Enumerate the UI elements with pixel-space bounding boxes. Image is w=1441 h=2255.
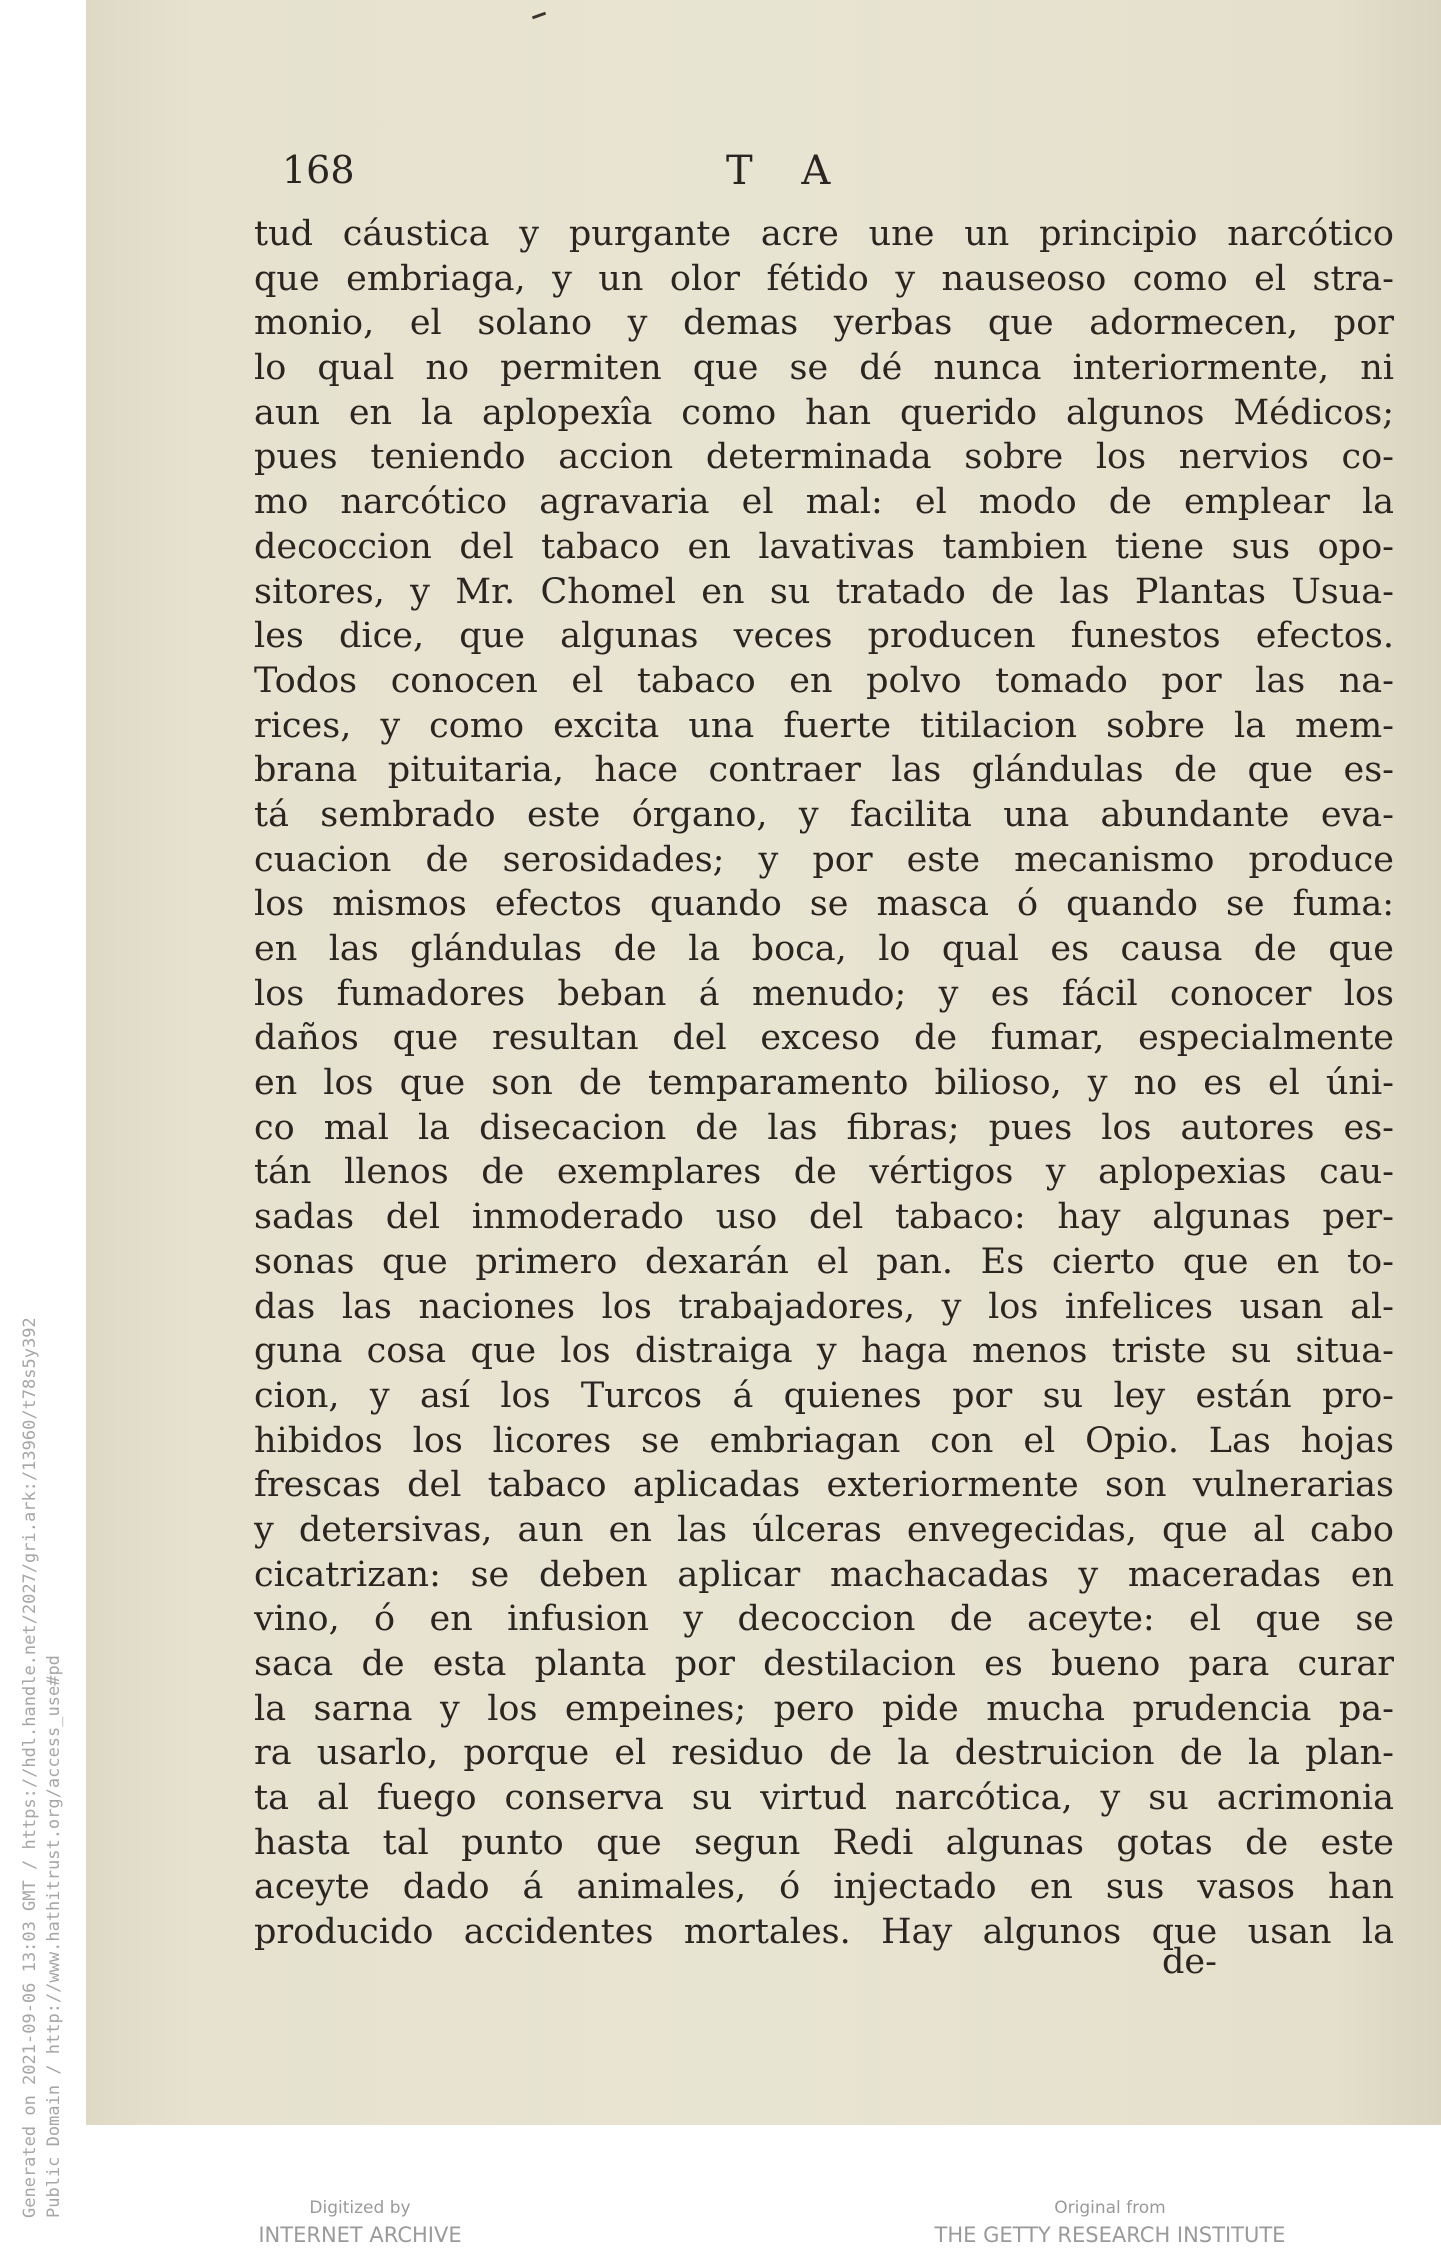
text-line: vino, ó en infusion y decoccion de aceyte: el que se xyxy=(254,1599,1394,1640)
text-line: cuacion de serosidades; y por este mecanismo produce xyxy=(254,839,1394,880)
digitized-by-credit xyxy=(220,2196,500,2250)
text-line: ta al fuego conserva su virtud narcótica, y su acrimonia xyxy=(254,1778,1394,1819)
running-head xyxy=(86,148,1441,198)
text-line: sonas que primero dexarán el pan. Es cierto que en to- xyxy=(254,1241,1394,1282)
text-line: que embriaga, y un olor fétido y nauseoso como el stra- xyxy=(254,258,1394,299)
text-line: y detersivas, aun en las úlceras envegecidas, que al cabo xyxy=(254,1509,1394,1550)
watermark-line: Generated on 2021-09-06 13:03 GMT / https://hdl.handle.net/2027/gri.ark:/13960/t78s5y392 xyxy=(20,1317,40,2218)
page-number: 168 xyxy=(282,148,355,192)
text-line: rices, y como excita una fuerte titilacion sobre la mem- xyxy=(254,705,1394,746)
text-line: guna cosa que los distraiga y haga menos triste su situa- xyxy=(254,1331,1394,1372)
text-line: cicatrizan: se deben aplicar machacadas y maceradas en xyxy=(254,1554,1394,1595)
text-line: tá sembrado este órgano, y facilita una abundante eva- xyxy=(254,794,1394,835)
text-line: das las naciones los trabajadores, y los infelices usan al- xyxy=(254,1286,1394,1327)
text-line: frescas del tabaco aplicadas exteriormente son vulnerarias xyxy=(254,1465,1394,1506)
internet-archive-name: INTERNET ARCHIVE xyxy=(258,2223,462,2247)
original-from-credit xyxy=(860,2196,1360,2250)
text-line: cion, y así los Turcos á quienes por su ley están pro- xyxy=(254,1375,1394,1416)
text-line: los mismos efectos quando se masca ó quando se fuma: xyxy=(254,884,1394,925)
text-line: daños que resultan del exceso de fumar, especialmente xyxy=(254,1018,1394,1059)
text-line: producido accidentes mortales. Hay algunos que usan la xyxy=(254,1912,1394,1953)
text-line: sadas del inmoderado uso del tabaco: hay algunas per- xyxy=(254,1197,1394,1238)
text-line: hasta tal punto que segun Redi algunas gotas de este xyxy=(254,1822,1394,1863)
catchword: de- xyxy=(1162,1942,1217,1982)
getty-institute-name: THE GETTY RESEARCH INSTITUTE xyxy=(934,2223,1286,2247)
text-line: monio, el solano y demas yerbas que adormecen, por xyxy=(254,303,1394,344)
text-line: tud cáustica y purgante acre une un principio narcótico xyxy=(254,214,1394,254)
digitized-by-label: Digitized by xyxy=(309,2198,411,2218)
text-line: aceyte dado á animales, ó injectado en sus vasos han xyxy=(254,1867,1394,1908)
text-line: Todos conocen el tabaco en polvo tomado por las na- xyxy=(254,660,1394,701)
text-line: aun en la aplopexîa como han querido algunos Médicos; xyxy=(254,392,1394,433)
footer xyxy=(0,2196,1441,2255)
text-line: pues teniendo accion determinada sobre los nervios co- xyxy=(254,437,1394,478)
generation-watermark xyxy=(18,1317,66,2218)
text-line: los fumadores beban á menudo; y es fácil conocer los xyxy=(254,973,1394,1014)
text-line: ra usarlo, porque el residuo de la destruicion de la plan- xyxy=(254,1733,1394,1774)
text-line: en las glándulas de la boca, lo qual es causa de que xyxy=(254,929,1394,969)
text-line: les dice, que algunas veces producen funestos efectos. xyxy=(254,616,1394,657)
text-line: decoccion del tabaco en lavativas tambien tiene sus opo- xyxy=(254,526,1394,567)
text-line: brana pituitaria, hace contraer las glándulas de que es- xyxy=(254,750,1394,791)
text-line: en los que son de temparamento bilioso, y no es el úni- xyxy=(254,1063,1394,1104)
text-line: hibidos los licores se embriagan con el Opio. Las hojas xyxy=(254,1420,1394,1461)
text-line: lo qual no permiten que se dé nunca interiormente, ni xyxy=(254,348,1394,389)
original-from-label: Original from xyxy=(1054,2198,1166,2218)
text-line: mo narcótico agravaria el mal: el modo de emplear la xyxy=(254,482,1394,523)
text-line: tán llenos de exemplares de vértigos y aplopexias cau- xyxy=(254,1152,1394,1193)
watermark-line: Public Domain / http://www.hathitrust.org/access_use#pd xyxy=(44,1655,64,2218)
text-line: sitores, y Mr. Chomel en su tratado de las Plantas Usua- xyxy=(254,571,1394,612)
running-title: T A xyxy=(726,148,849,194)
scanned-page xyxy=(86,0,1441,2125)
ink-mark xyxy=(532,12,546,20)
text-line: la sarna y los empeines; pero pide mucha prudencia pa- xyxy=(254,1688,1394,1729)
body-text xyxy=(254,212,1394,1955)
text-line: co mal la disecacion de las fibras; pues los autores es- xyxy=(254,1107,1394,1148)
text-line: saca de esta planta por destilacion es bueno para curar xyxy=(254,1644,1394,1684)
